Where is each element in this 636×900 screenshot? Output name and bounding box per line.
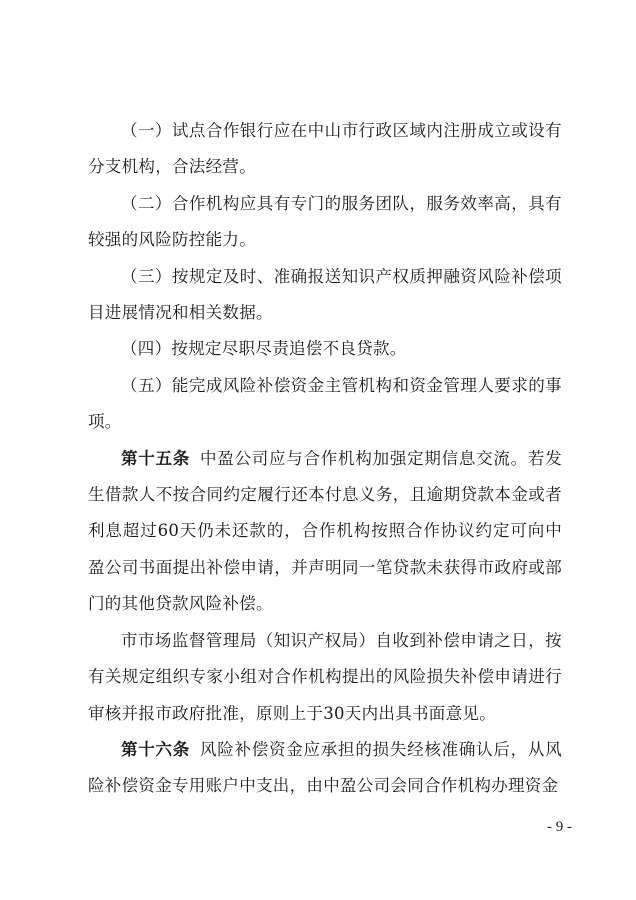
paragraph-text: （四）按规定尽职尽责追偿不良贷款。 xyxy=(121,339,407,359)
paragraph-text: 市市场监督管理局（知识产权局）自收到补偿申请之日，按有关规定组织专家小组对合作机构提出的风险损失补偿申请进行审核并报市政府批准，原则上于30天内出具书面意见。 xyxy=(88,630,562,723)
paragraph-text: 中盈公司应与合作机构加强定期信息交流。若发生借款人不按合同约定履行还本付息义务，且逾期贷款本金或者利息超过60天仍未还款的，合作机构按照合作协议约定可向中盈公司书面提出补偿申请，并声明同一笔贷款未获得市政府或部门的其他贷款风险补偿。 xyxy=(88,448,562,614)
clause-paragraph xyxy=(88,331,562,367)
document-body xyxy=(88,113,562,805)
paragraph-text: 风险补偿资金应承担的损失经核准确认后，从风险补偿资金专用账户中支出，由中盈公司会同合作机构办理资金 xyxy=(88,739,562,796)
paragraph-text: （三）按规定及时、准确报送知识产权质押融资风险补偿项目进展情况和相关数据。 xyxy=(88,266,562,323)
clause-paragraph xyxy=(88,186,562,259)
article-paragraph xyxy=(88,732,562,805)
clause-paragraph xyxy=(88,113,562,186)
body-paragraph xyxy=(88,623,562,732)
page-number: - 9 - xyxy=(547,819,572,835)
article-paragraph xyxy=(88,441,562,623)
paragraph-text: （二）合作机构应具有专门的服务团队，服务效率高，具有较强的风险防控能力。 xyxy=(88,193,562,250)
article-heading: 第十五条 xyxy=(121,448,191,468)
clause-paragraph xyxy=(88,259,562,332)
article-heading: 第十六条 xyxy=(121,739,191,759)
paragraph-text: （五）能完成风险补偿资金主管机构和资金管理人要求的事项。 xyxy=(88,375,562,432)
paragraph-text: （一）试点合作银行应在中山市行政区域内注册成立或设有分支机构，合法经营。 xyxy=(88,121,562,177)
clause-paragraph xyxy=(88,368,562,441)
